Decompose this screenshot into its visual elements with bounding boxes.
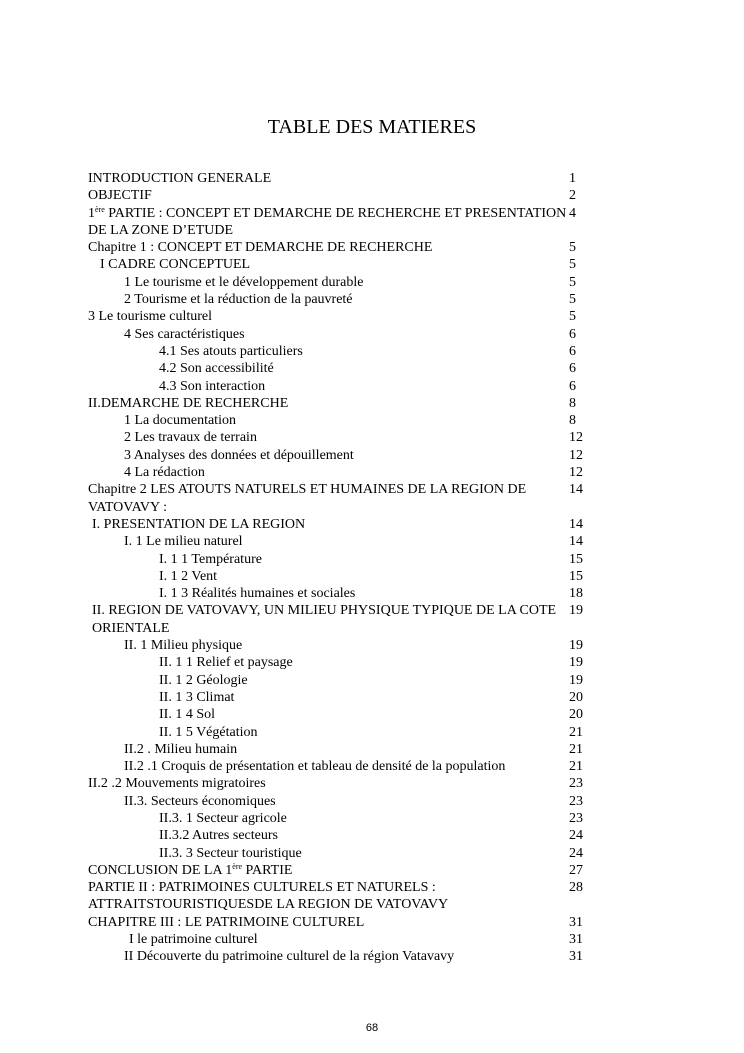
toc-entry	[88, 672, 588, 689]
toc-entry	[88, 326, 588, 343]
toc-entry-page: 21	[569, 741, 583, 757]
toc-entry	[88, 360, 588, 377]
toc-entry	[88, 879, 588, 914]
toc-entry-text: 4.3 Son interaction	[159, 378, 266, 394]
table-of-contents	[88, 170, 588, 966]
toc-entry-page: 19	[569, 638, 583, 654]
toc-entry-text: II.3. Secteurs économiques	[124, 793, 276, 809]
toc-entry-page: 5	[569, 274, 576, 290]
toc-entry-page: 5	[569, 292, 576, 308]
toc-entry	[88, 551, 588, 568]
toc-entry-text: 2 Tourisme et la réduction de la pauvreté	[124, 292, 353, 308]
toc-entry-page: 2	[569, 188, 576, 204]
toc-entry	[88, 412, 588, 429]
toc-entry-text: 4.2 Son accessibilité	[159, 361, 274, 377]
toc-entry-page: 21	[569, 724, 583, 740]
toc-entry-page: 20	[569, 707, 583, 723]
toc-entry-page: 15	[569, 568, 583, 584]
toc-entry	[88, 533, 588, 550]
toc-entry-text: II. 1 4 Sol	[159, 707, 215, 723]
toc-entry	[88, 741, 588, 758]
toc-entry-text: II.DEMARCHE DE RECHERCHE	[88, 395, 289, 411]
toc-entry-text-post: PARTIE : CONCEPT ET DEMARCHE DE RECHERCHE ET PRESENTATION DE LA ZONE D’ETUDE	[88, 205, 567, 238]
toc-entry-page: 19	[569, 603, 583, 619]
toc-entry-page: 6	[569, 326, 576, 342]
toc-entry-text: 1 La documentation	[124, 413, 236, 429]
toc-entry	[88, 429, 588, 446]
toc-entry-page: 12	[569, 465, 583, 481]
toc-entry-text-pre: 1	[88, 205, 95, 221]
toc-entry-text: Chapitre 2 LES ATOUTS NATURELS ET HUMAINES DE LA REGION DE VATOVAVY :	[88, 482, 527, 515]
toc-entry-text: OBJECTIF	[88, 188, 152, 204]
toc-entry-text	[88, 205, 568, 240]
toc-entry-text: 4.1 Ses atouts particuliers	[159, 343, 303, 359]
toc-entry-page: 8	[569, 395, 576, 411]
superscript-ere: ère	[95, 204, 105, 214]
toc-entry-page: 19	[569, 672, 583, 688]
toc-entry-page: 24	[569, 845, 583, 861]
toc-entry-page: 8	[569, 413, 576, 429]
toc-entry	[88, 447, 588, 464]
toc-entry-text: I le patrimoine culturel	[129, 932, 258, 948]
toc-entry-page: 31	[569, 932, 583, 948]
toc-entry	[88, 205, 588, 240]
toc-entry-text: II. 1 1 Relief et paysage	[159, 655, 293, 671]
toc-entry	[88, 395, 588, 412]
toc-entry-text: 4 La rédaction	[124, 465, 205, 481]
toc-entry-page: 18	[569, 586, 583, 602]
toc-entry-page: 1	[569, 171, 576, 186]
toc-entry-page: 23	[569, 793, 583, 809]
page-title: TABLE DES MATIERES	[267, 116, 477, 138]
toc-entry	[88, 516, 588, 533]
toc-entry	[88, 602, 588, 637]
toc-entry	[88, 637, 588, 654]
toc-entry-text: II.3.2 Autres secteurs	[159, 828, 278, 844]
toc-entry-text: I. PRESENTATION DE LA REGION	[92, 516, 306, 532]
toc-entry-page: 6	[569, 361, 576, 377]
toc-entry	[88, 758, 588, 775]
toc-entry	[88, 291, 588, 308]
toc-entry-text: I. 1 2 Vent	[159, 568, 218, 584]
toc-entry-page: 4	[569, 205, 576, 221]
toc-entry-page: 27	[569, 862, 583, 878]
toc-entry	[88, 187, 588, 204]
toc-entry-text: 2 Les travaux de terrain	[124, 430, 257, 446]
toc-entry-page: 20	[569, 689, 583, 705]
toc-entry	[88, 724, 588, 741]
toc-entry	[88, 274, 588, 291]
toc-entry	[88, 862, 588, 879]
toc-entry	[88, 810, 588, 827]
toc-entry-text: II.2 .1 Croquis de présentation et tableau de densité de la population	[124, 759, 506, 775]
toc-entry-page: 6	[569, 343, 576, 359]
toc-entry	[88, 845, 588, 862]
toc-entry-text: II. REGION DE VATOVAVY, UN MILIEU PHYSIQUE TYPIQUE DE LA COTE ORIENTALE	[92, 603, 557, 636]
toc-entry-page: 28	[569, 880, 583, 896]
toc-entry	[88, 256, 588, 273]
toc-entry-page: 31	[569, 914, 583, 930]
page-number: 68	[365, 1022, 379, 1034]
toc-entry-text: I. 1 1 Température	[159, 551, 262, 567]
toc-entry-text: II. 1 3 Climat	[159, 689, 235, 705]
toc-entry-page: 14	[569, 516, 583, 532]
toc-entry-page: 12	[569, 430, 583, 446]
toc-entry-text: II. 1 5 Végétation	[159, 724, 258, 740]
toc-entry-page: 14	[569, 482, 583, 498]
toc-entry	[88, 689, 588, 706]
toc-entry-page: 5	[569, 309, 576, 325]
toc-entry-text: I. 1 3 Réalités humaines et sociales	[159, 586, 356, 602]
toc-entry	[88, 464, 588, 481]
toc-entry-page: 14	[569, 534, 583, 550]
toc-entry	[88, 914, 588, 931]
toc-entry-text: II.2 . Milieu humain	[124, 741, 238, 757]
toc-entry-page: 12	[569, 447, 583, 463]
toc-entry	[88, 793, 588, 810]
toc-entry-page: 6	[569, 378, 576, 394]
superscript-ere: ère	[232, 861, 243, 871]
toc-entry	[88, 308, 588, 325]
toc-entry-text: PARTIE II : PATRIMOINES CULTURELS ET NATURELS : ATTRAITSTOURISTIQUESDE LA REGION DE VATOVAVY	[88, 880, 449, 913]
toc-entry-page: 24	[569, 828, 583, 844]
toc-entry-text: Chapitre 1 : CONCEPT ET DEMARCHE DE RECHERCHE	[88, 240, 433, 256]
toc-entry-text: II Découverte du patrimoine culturel de la région Vatavavy	[124, 949, 455, 965]
toc-entry	[88, 775, 588, 792]
toc-entry	[88, 239, 588, 256]
toc-entry	[88, 170, 588, 187]
toc-entry	[88, 585, 588, 602]
toc-entry-page: 23	[569, 810, 583, 826]
toc-entry	[88, 706, 588, 723]
toc-entry-text: 4 Ses caractéristiques	[124, 326, 245, 342]
toc-entry-text: CHAPITRE III : LE PATRIMOINE CULTUREL	[88, 914, 365, 930]
toc-entry-text: II. 1 2 Géologie	[159, 672, 248, 688]
toc-entry-text: II.3. 3 Secteur touristique	[159, 845, 302, 861]
toc-entry-text: II.3. 1 Secteur agricole	[159, 810, 287, 826]
toc-entry	[88, 343, 588, 360]
toc-entry	[88, 481, 588, 516]
toc-entry-text: 3 Analyses des données et dépouillement	[124, 447, 354, 463]
toc-entry-text-pre: CONCLUSION DE LA 1	[88, 862, 233, 878]
toc-entry-text: 1 Le tourisme et le développement durable	[124, 274, 364, 290]
toc-entry-page: 21	[569, 759, 583, 775]
toc-entry-page: 19	[569, 655, 583, 671]
toc-entry	[88, 827, 588, 844]
toc-entry-text: I. 1 Le milieu naturel	[124, 534, 243, 550]
toc-entry-page: 23	[569, 776, 583, 792]
toc-entry-page: 5	[569, 257, 576, 273]
toc-entry-text-post: PARTIE	[242, 862, 293, 878]
toc-entry	[88, 654, 588, 671]
toc-entry-text	[88, 862, 568, 879]
toc-entry	[88, 948, 588, 965]
toc-entry-text: I CADRE CONCEPTUEL	[100, 257, 251, 273]
toc-entry-page: 31	[569, 949, 583, 965]
toc-entry-text: II. 1 Milieu physique	[124, 638, 243, 654]
toc-entry-text: 3 Le tourisme culturel	[88, 309, 213, 325]
toc-entry-text: INTRODUCTION GENERALE	[88, 171, 272, 186]
toc-entry	[88, 568, 588, 585]
toc-entry-text: II.2 .2 Mouvements migratoires	[88, 776, 266, 792]
toc-entry	[88, 931, 588, 948]
toc-entry-page: 15	[569, 551, 583, 567]
toc-entry	[88, 378, 588, 395]
toc-entry-page: 5	[569, 240, 576, 256]
